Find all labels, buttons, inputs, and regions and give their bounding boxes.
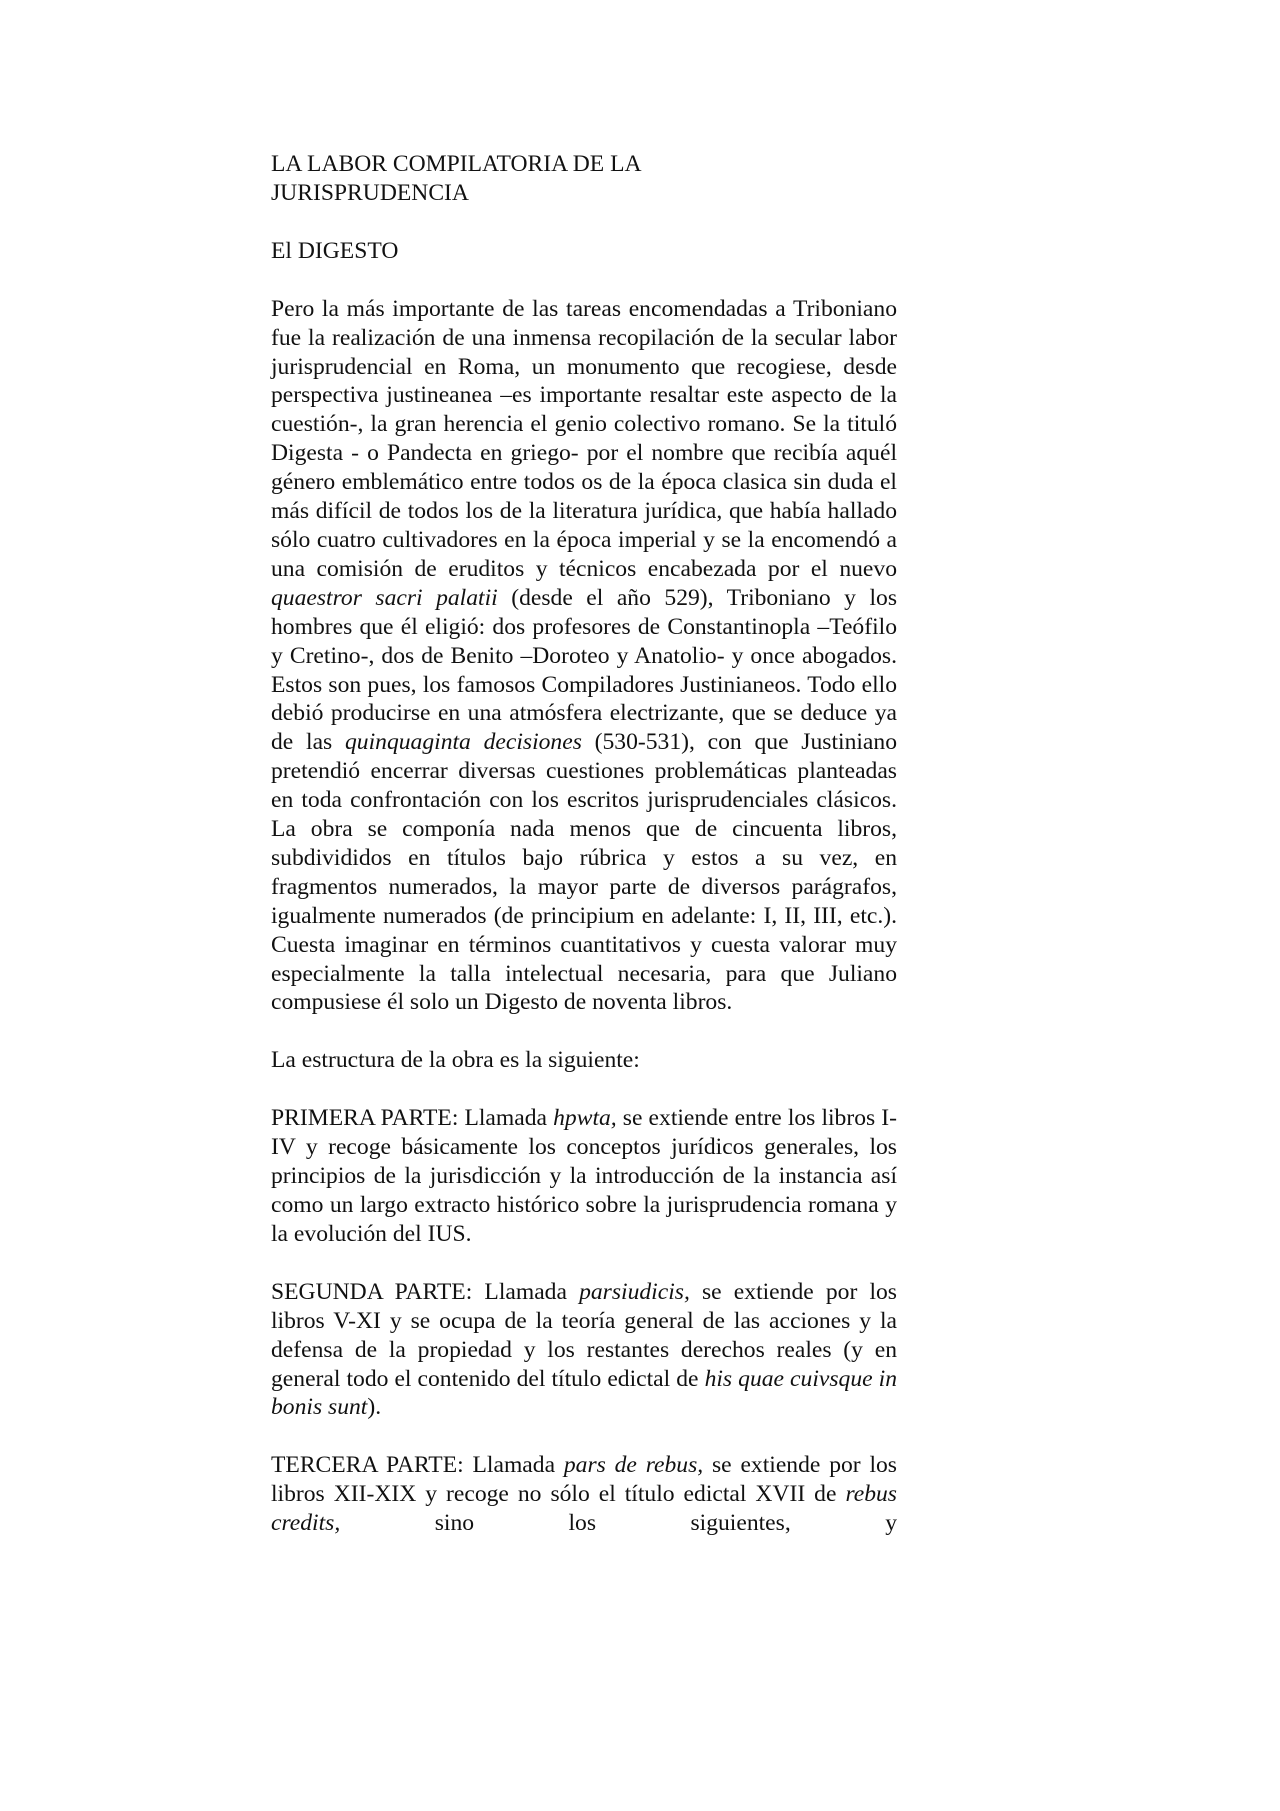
part-three-text-3: sino los siguientes, y	[340, 1510, 897, 1537]
part-two-paragraph	[271, 1278, 897, 1423]
part-two-italic-1: parsiudicis,	[579, 1278, 690, 1305]
document-title	[271, 150, 897, 208]
part-one-italic-1: hpwta,	[553, 1105, 617, 1132]
part-three-paragraph	[271, 1451, 897, 1538]
intro-text-2: (desde el año 529), Triboniano y los hombres que él eligió: dos profesores de Constantinopla –Teófilo y Cretino-, dos de Benito –Doroteo y Anatolio- y once abogados. Estos son pues, los famosos Compiladores Justinianeos. Todo ello debió producirse en una atmósfera electrizante, que se deduce ya de las	[271, 584, 897, 756]
intro-text-1: Pero la más importante de las tareas encomendadas a Triboniano fue la realización de una inmensa recopilación de la secular labor jurisprudencial en Roma, un monumento que recogiese, desde perspectiva justineanea –es importante resaltar este aspecto de la cuestión-, la gran herencia el genio colectivo romano. Se la tituló Digesta - o Pandecta en griego- por el nombre que recibía aquél género emblemático entre todos os de la época clasica sin duda el más difícil de todos los de la literatura jurídica, que había hallado sólo cuatro cultivadores en la época imperial y se la encomendó a una comisión de eruditos y técnicos encabezada por el nuevo	[271, 295, 897, 582]
part-one-paragraph	[271, 1104, 897, 1249]
structure-intro: La estructura de la obra es la siguiente:	[271, 1047, 640, 1074]
part-three-italic-2: rebus credits,	[271, 1481, 897, 1537]
part-three-text-2: se extiende por los libros XII-XIX y recoge no sólo el título edictal XVII de	[271, 1452, 897, 1508]
title-line-2: JURISPRUDENCIA	[271, 179, 469, 206]
title-line-1: LA LABOR COMPILATORIA DE LA	[271, 151, 642, 177]
part-three-italic-1: pars de rebus,	[563, 1452, 704, 1479]
intro-italic-1: quaestror sacri palatii	[271, 584, 498, 611]
document-page	[271, 150, 897, 1538]
part-two-text-1: SEGUNDA PARTE: Llamada	[271, 1278, 580, 1305]
section-heading: El DIGESTO	[271, 237, 399, 264]
intro-italic-2: quinquaginta decisiones	[345, 729, 582, 756]
intro-paragraph	[271, 295, 897, 1018]
part-two-italic-2: his quae cuivsque in bonis sunt	[271, 1365, 898, 1421]
part-two-text-3: ).	[367, 1394, 382, 1421]
part-three-text-1: TERCERA PARTE: Llamada	[271, 1452, 564, 1479]
part-two-text-2: se extiende por los libros V-XI y se ocupa de la teoría general de las acciones y la defensa de la propiedad y los restantes derechos reales (y en general todo el contenido del título edictal de	[271, 1278, 897, 1392]
part-one-text-2: se extiende entre los libros I-IV y recoge básicamente los conceptos jurídicos generales, los principios de la jurisdicción y la introducción de la instancia así como un largo extracto histórico sobre la jurisprudencia romana y la evolución del IUS.	[271, 1105, 898, 1247]
part-one-text-1: PRIMERA PARTE: Llamada	[271, 1105, 554, 1132]
intro-text-3: (530-531), con que Justiniano pretendió encerrar diversas cuestiones problemáticas planteadas en toda confrontación con los escritos jurisprudenciales clásicos. La obra se componía nada menos que de cincuenta libros, subdivididos en títulos bajo rúbrica y estos a su vez, en fragmentos numerados, la mayor parte de diversos parágrafos, igualmente numerados (de principium en adelante: I, II, III, etc.). Cuesta imaginar en términos cuantitativos y cuesta valorar muy especialmente la talla intelectual necesaria, para que Juliano compusiese él solo un Digesto de noventa libros.	[271, 729, 897, 1016]
